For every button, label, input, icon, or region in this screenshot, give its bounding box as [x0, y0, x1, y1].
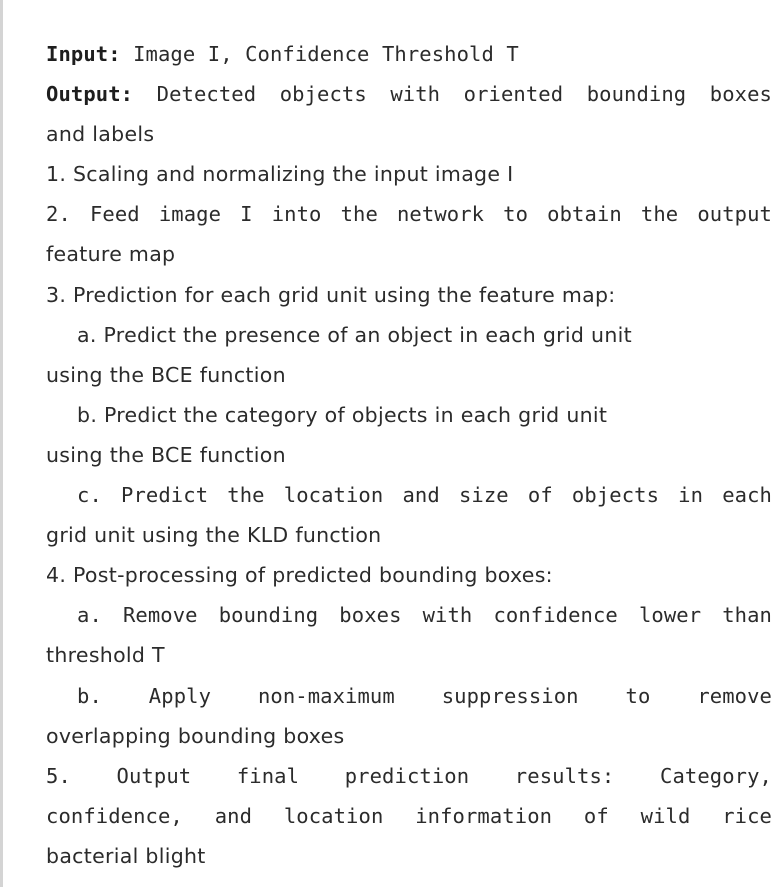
step-3b-cont: using the BCE function [46, 442, 286, 467]
step-2: 2. Feed image I into the network to obtain the output [46, 202, 772, 227]
step-3a: a. Predict the presence of an object in each grid unit [77, 322, 632, 347]
algorithm-block [46, 34, 772, 876]
step-2-cont: feature map [46, 242, 176, 267]
step-4b: b. Apply non-maximum suppression to remove [77, 683, 772, 708]
output-label: Output: [46, 82, 134, 107]
step-3b: b. Predict the category of objects in each grid unit [77, 402, 608, 427]
output-line-cont: and labels [46, 122, 155, 147]
input-line [46, 34, 772, 74]
step-5-cont: confidence, and location information of wild rice [46, 803, 772, 828]
output-line [46, 74, 772, 114]
step-4a: a. Remove bounding boxes with confidence lower than [77, 603, 772, 628]
step-1: 1. Scaling and normalizing the input image I [46, 162, 514, 187]
step-4: 4. Post-processing of predicted bounding boxes: [46, 563, 553, 588]
output-text: Detected objects with oriented bounding boxes [133, 82, 772, 107]
left-border [0, 0, 3, 887]
step-3a-cont: using the BCE function [46, 362, 286, 387]
step-3: 3. Prediction for each grid unit using the feature map: [46, 282, 616, 307]
step-4a-cont: threshold T [46, 643, 165, 668]
input-text: Image I, Confidence Threshold T [120, 42, 519, 66]
step-5: 5. Output final prediction results: Category, [46, 763, 772, 788]
step-3c: c. Predict the location and size of objects in each [77, 483, 772, 508]
step-5-cont-2: bacterial blight [46, 843, 206, 868]
step-3c-cont: grid unit using the KLD function [46, 523, 382, 548]
input-label: Input: [46, 42, 121, 66]
step-4b-cont: overlapping bounding boxes [46, 723, 345, 748]
